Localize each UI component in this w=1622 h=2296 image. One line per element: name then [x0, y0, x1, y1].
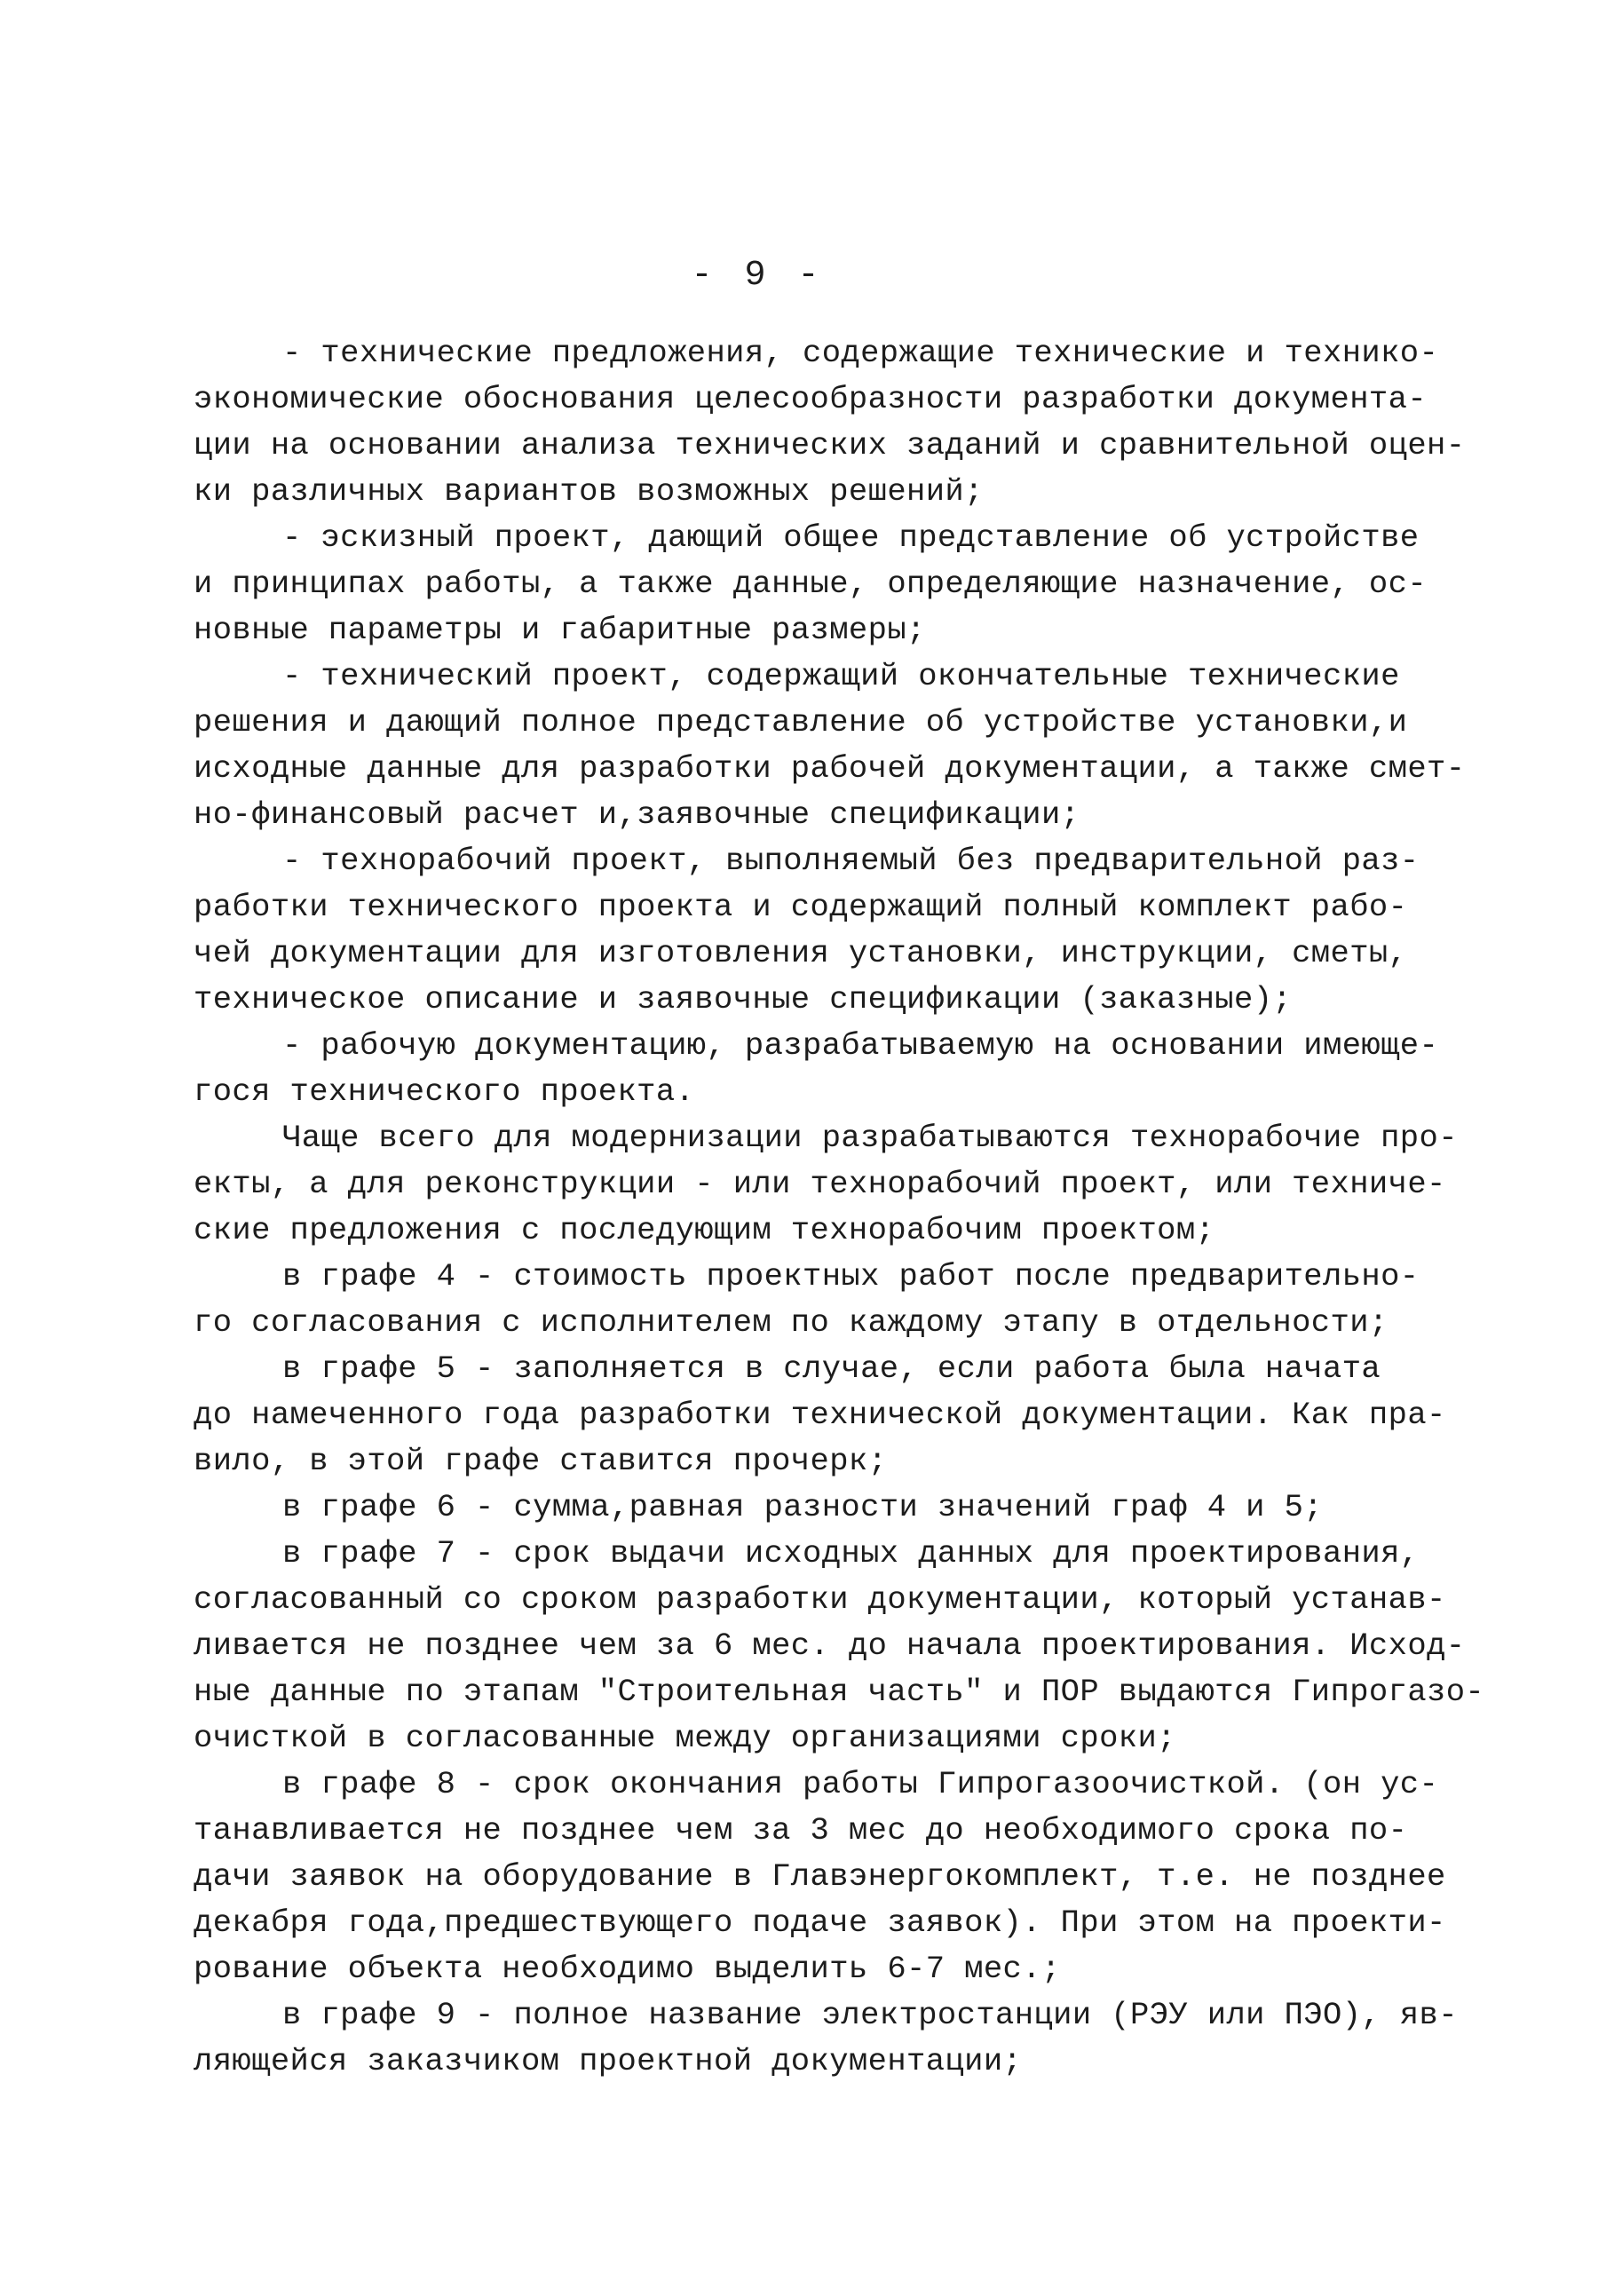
text-line: вило, в этой графе ставится прочерк; [194, 1443, 888, 1479]
text-line: в графе 5 - заполняется в случае, если работа была начата [282, 1350, 1381, 1387]
text-line: экономические обоснования целесообразности разработки документа- [194, 381, 1428, 417]
text-line: - рабочую документацию, разрабатываемую на основании имеюще- [282, 1027, 1439, 1064]
text-line: и принципах работы, а также данные, определяющие назначение, ос- [194, 566, 1428, 602]
text-line: в графе 8 - срок окончания работы Гипрогазоочисткой. (он ус- [282, 1766, 1439, 1802]
text-line: рование объекта необходимо выделить 6-7 мес.; [194, 1951, 1061, 1987]
text-line: ные данные по этапам "Строительная часть" и ПОР выдаются Гипрогазо- [194, 1674, 1485, 1710]
text-line: - технический проект, содержащий окончательные технические [282, 658, 1400, 694]
text-line: декабря года,предшествующего подаче заявок). При этом на проекти- [194, 1904, 1446, 1941]
text-line: новные параметры и габаритные размеры; [194, 612, 926, 648]
page-number: - 9 - [691, 256, 825, 296]
text-line: ки различных вариантов возможных решений; [194, 473, 984, 510]
text-line: в графе 6 - сумма,равная разности значений граф 4 и 5; [282, 1489, 1323, 1525]
text-line: дачи заявок на оборудование в Главэнергокомплект, т.е. не позднее [194, 1858, 1446, 1895]
text-line: ции на основании анализа технических заданий и сравнительной оцен- [194, 427, 1466, 463]
text-line: го согласования с исполнителем по каждому этапу в отдельности; [194, 1304, 1389, 1341]
text-line: в графе 4 - стоимость проектных работ после предварительно- [282, 1258, 1420, 1294]
text-line: в графе 7 - срок выдачи исходных данных для проектирования, [282, 1535, 1420, 1572]
text-line: исходные данные для разработки рабочей документации, а также смет- [194, 750, 1466, 787]
text-line: но-финансовый расчет и,заявочные спецификации; [194, 796, 1080, 833]
text-line: чей документации для изготовления установки, инструкции, сметы, [194, 935, 1408, 971]
text-line: танавливается не позднее чем за 3 мес до необходимого срока по- [194, 1812, 1408, 1849]
text-line: в графе 9 - полное название электростанции (РЭУ или ПЭО), яв- [282, 1997, 1458, 2033]
text-line: - технические предложения, содержащие технические и технико- [282, 335, 1439, 371]
text-line: ливается не позднее чем за 6 мес. до начала проектирования. Исход- [194, 1627, 1466, 1664]
text-line: техническое описание и заявочные спецификации (заказные); [194, 981, 1293, 1017]
text-line: - эскизный проект, дающий общее представление об устройстве [282, 519, 1420, 556]
text-line: Чаще всего для модернизации разрабатываются технорабочие про- [282, 1120, 1458, 1156]
text-line: ляющейся заказчиком проектной документации; [194, 2043, 1023, 2079]
text-line: согласованный со сроком разработки документации, который устанав- [194, 1581, 1446, 1618]
text-line: екты, а для реконструкции - или технорабочий проект, или техниче- [194, 1166, 1446, 1202]
text-line: до намеченного года разработки технической документации. Как пра- [194, 1397, 1446, 1433]
text-line: - технорабочий проект, выполняемый без предварительной раз- [282, 843, 1420, 879]
text-line: работки технического проекта и содержащий полный комплект рабо- [194, 889, 1408, 925]
document-body [194, 330, 1485, 2085]
text-line: решения и дающий полное представление об устройстве установки,и [194, 704, 1408, 740]
text-line: гося технического проекта. [194, 1073, 695, 1110]
text-line: очисткой в согласованные между организациями сроки; [194, 1720, 1176, 1756]
text-line: ские предложения с последующим технорабочим проектом; [194, 1212, 1215, 1248]
